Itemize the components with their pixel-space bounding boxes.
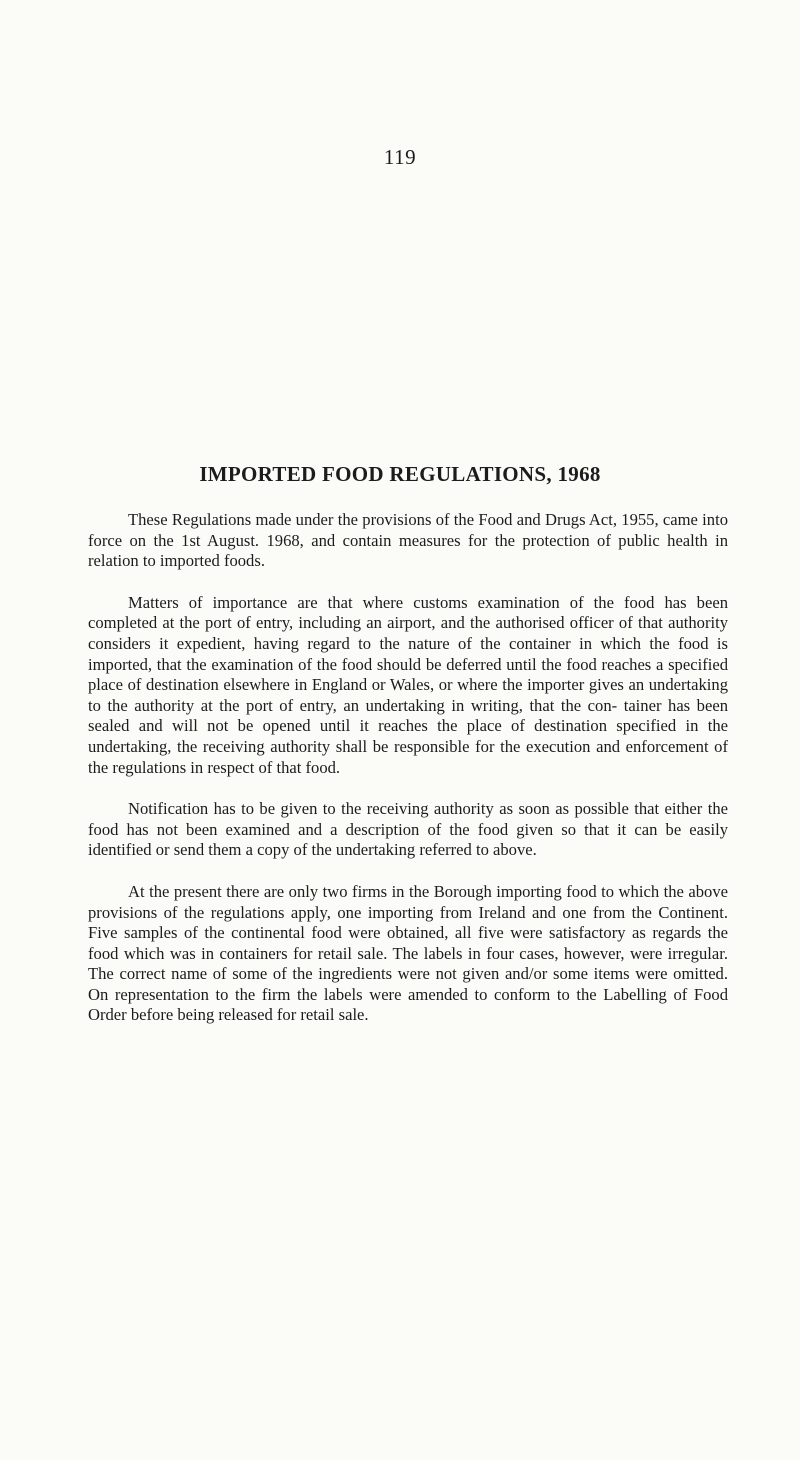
paragraph-regulations-intro: These Regulations made under the provisions of the Food and Drugs Act, 1955, came into force on the 1st August. 1968, and contain measures for the protection of public health in relation to imported foods. <box>88 510 728 571</box>
body-text <box>88 510 728 1047</box>
page-number: 119 <box>383 145 417 169</box>
paragraph-matters-of-importance: Matters of importance are that where customs examination of the food has been completed at the port of entry, including an airport, and the authorised officer of that authority considers it expedient, having regard to the nature of the container in which the food is imported, that the examination of the food should be deferred until the food reaches a specified place of destination elsewhere in England or Wales, or where the importer gives an undertaking to the authority at the port of entry, an undertaking in writing, that the con- tainer has been sealed and will not be opened until it reaches the place of destination specified in the undertaking, the receiving authority shall be responsible for the execution and enforcement of the regulations in respect of that food. <box>88 592 728 777</box>
paragraph-present-firms: At the present there are only two firms in the Borough importing food to which the above provisions of the regulations apply, one importing from Ireland and one from the Continent. Five samples of the continental food were obtained, all five were satisfactory as regards the food which was in containers for retail sale. The labels in four cases, however, were irregular. The correct name of some of the ingredients were not given and/or some items were omitted. On representation to the firm the labels were amended to conform to the Labelling of Food Order before being released for retail sale. <box>88 881 728 1025</box>
page-title: IMPORTED FOOD REGULATIONS, 1968 <box>199 462 601 486</box>
paragraph-notification: Notification has to be given to the receiving authority as soon as possible that either the food has not been examined and a description of the food given so that it can be easily identified or send them a copy of the undertaking referred to above. <box>88 799 728 860</box>
